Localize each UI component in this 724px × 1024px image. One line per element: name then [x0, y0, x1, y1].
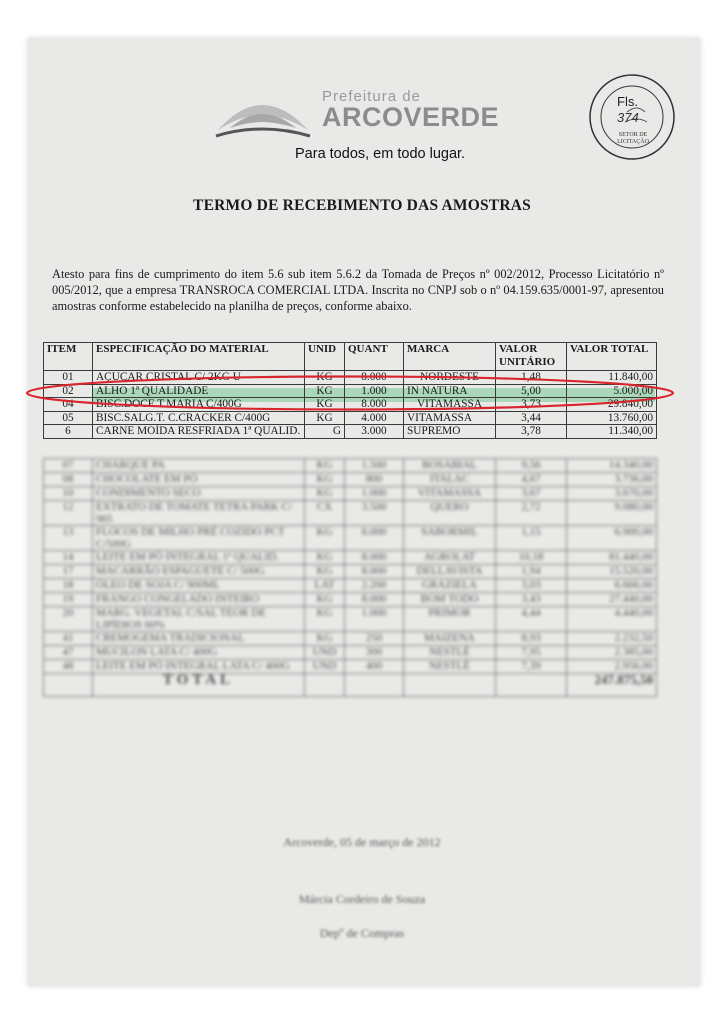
cell-marca: QUERO: [404, 501, 496, 526]
table-row: [44, 632, 657, 646]
cell-item: 12: [44, 501, 93, 526]
cell-item: 14: [44, 551, 93, 565]
cell-spec: BISC.DOCE T.MARIA C/400G: [93, 398, 305, 412]
cell-unit: 3,43: [496, 593, 567, 607]
header-quant: QUANT: [345, 343, 404, 371]
cell-total: 27.440,00: [567, 593, 657, 607]
table-row: [44, 526, 657, 551]
cell-marca: MAIZENA: [404, 632, 496, 646]
signatory-name: Márcia Cordeiro de Souza: [298, 892, 426, 906]
cell-item: 13: [44, 526, 93, 551]
cell-total: 2.232,50: [567, 632, 657, 646]
cell-marca: NORDESTE: [404, 371, 496, 385]
cell-marca: SUPREMO: [404, 425, 496, 439]
cell-marca: ITALAC: [404, 473, 496, 487]
cell-unid: KG: [305, 384, 345, 398]
cell-item: 19: [44, 593, 93, 607]
cell-quant: 800: [345, 473, 404, 487]
cell-total: 14.340,00: [567, 459, 657, 473]
cell-unit: 5,00: [496, 384, 567, 398]
cell-item: 10: [44, 487, 93, 501]
cell-unid: KG: [305, 398, 345, 412]
cell-total: 29.840,00: [567, 398, 657, 412]
cell-marca: PRIMOR: [404, 607, 496, 632]
cell-spec: CREMOGEMA TRADICIONAL: [93, 632, 305, 646]
cell-quant: 400: [345, 660, 404, 674]
header-valor-total: VALOR TOTAL: [567, 343, 657, 371]
cell-marca: IN NATURA: [404, 384, 496, 398]
cell-item: 48: [44, 660, 93, 674]
cell-spec: ÓLEO DE SOJA C/ 900ML: [93, 579, 305, 593]
cell-quant: 8.000: [345, 371, 404, 385]
cell-item: 41: [44, 632, 93, 646]
header-unid: UNID: [305, 343, 345, 371]
place-date: Arcoverde, 05 de março de 2012: [283, 835, 441, 849]
table-row: [44, 425, 657, 439]
cell-marca: VITAMASSA: [404, 398, 496, 412]
cell-spec: ALHO 1ª QUALIDADE: [93, 384, 305, 398]
cell-item: 05: [44, 411, 93, 425]
table-header-row: [44, 343, 657, 371]
cell-quant: 1.000: [345, 607, 404, 632]
cell-spec: MACARRÃO ESPAGUETE C/ 500G: [93, 565, 305, 579]
table-row: [44, 607, 657, 632]
table-row: [44, 646, 657, 660]
cell-total: 2.385,00: [567, 646, 657, 660]
cell-unid: KG: [305, 459, 345, 473]
cell-total: 5.000,00: [567, 384, 657, 398]
cell-marca: NESTLÉ: [404, 646, 496, 660]
cell-unid: KG: [305, 551, 345, 565]
cell-spec: MARG. VEGETAL C/SAL TEOR DE LIPÍDIOS 60%: [93, 607, 305, 632]
cell-spec: CONDIMENTO SECO: [93, 487, 305, 501]
table-row: [44, 593, 657, 607]
total-label: TOTAL: [93, 674, 305, 697]
cell-item: 04: [44, 398, 93, 412]
cell-spec: CARNE MOÍDA RESFRIADA 1ª QUALID.: [93, 425, 305, 439]
cell-unid: KG: [305, 487, 345, 501]
cell-marca: GRAZIELA: [404, 579, 496, 593]
cell-marca: NESTLÉ: [404, 660, 496, 674]
cell-spec: AÇUCAR CRISTAL C/ 2KG U: [93, 371, 305, 385]
cell-quant: 8.000: [345, 593, 404, 607]
cell-unid: KG: [305, 632, 345, 646]
cell-total: 3.736,00: [567, 473, 657, 487]
cell-unit: 3,78: [496, 425, 567, 439]
cell-unid: KG: [305, 473, 345, 487]
stamp-fls-label: Fls.: [617, 94, 638, 109]
page-number-stamp: [587, 72, 677, 162]
total-value: 247.875,50: [567, 674, 657, 697]
cell-total: 13.760,00: [567, 411, 657, 425]
header-spec: ESPECIFICAÇÃO DO MATERIAL: [93, 343, 305, 371]
table-total-row: [44, 674, 657, 697]
cell-unit: 3,44: [496, 411, 567, 425]
logo-tagline: Para todos, em todo lugar.: [295, 146, 466, 162]
table-row: [44, 473, 657, 487]
cell-unit: 8,93: [496, 632, 567, 646]
cell-unit: 3,73: [496, 398, 567, 412]
stamp-sector: SETOR DE LICITAÇÃO: [617, 132, 649, 145]
cell-unid: KG: [305, 526, 345, 551]
cell-unit: 7,95: [496, 646, 567, 660]
cell-unit: 7,39: [496, 660, 567, 674]
cell-total: 11.340,00: [567, 425, 657, 439]
cell-item: 01: [44, 371, 93, 385]
cell-quant: 250: [345, 632, 404, 646]
cell-spec: EXTRATO DE TOMATE TETRA PARK C/ 965: [93, 501, 305, 526]
cell-unid: KG: [305, 411, 345, 425]
cell-unid: UND: [305, 660, 345, 674]
cell-unit: 1,15: [496, 526, 567, 551]
cell-unid: KG: [305, 565, 345, 579]
table-row: [44, 579, 657, 593]
cell-spec: CHARQUE PA: [93, 459, 305, 473]
cell-unit: 2,72: [496, 501, 567, 526]
cell-item: 20: [44, 607, 93, 632]
table-row: [44, 459, 657, 473]
signatory-department: Depº de Compras: [319, 926, 405, 940]
cell-item: 17: [44, 565, 93, 579]
cell-unit: 3,03: [496, 579, 567, 593]
annotation-ellipse: [24, 374, 676, 412]
cell-unid: CX: [305, 501, 345, 526]
cell-quant: 8.000: [345, 565, 404, 579]
cell-marca: AGROLAT: [404, 551, 496, 565]
cell-marca: VITAMASSA: [404, 411, 496, 425]
cell-unit: 4,67: [496, 473, 567, 487]
cell-spec: FRANGO CONGELADO INTEIRO: [93, 593, 305, 607]
blurred-table-section: [43, 458, 656, 697]
table-row: [44, 501, 657, 526]
cell-total: 6.666,00: [567, 579, 657, 593]
cell-unid: LAT: [305, 579, 345, 593]
cell-quant: 6.000: [345, 526, 404, 551]
cell-unit: 1,94: [496, 565, 567, 579]
cell-unit: 1,48: [496, 371, 567, 385]
table-row: [44, 487, 657, 501]
cell-quant: 8.000: [345, 551, 404, 565]
cell-total: 15.520,00: [567, 565, 657, 579]
cell-spec: FLOCOS DE MILHO PRÉ COZIDO PCT C/500G: [93, 526, 305, 551]
table-row: [44, 551, 657, 565]
cell-total: 11.840,00: [567, 371, 657, 385]
cell-marca: BOM TODO: [404, 593, 496, 607]
cell-total: 4.440,00: [567, 607, 657, 632]
cell-total: 2.956,00: [567, 660, 657, 674]
cell-item: 6: [44, 425, 93, 439]
cell-marca: DELLAVISTA: [404, 565, 496, 579]
cell-item: 08: [44, 473, 93, 487]
cell-item: 47: [44, 646, 93, 660]
cell-spec: LEITE EM PÓ INTEGRAL LATA C/ 400G: [93, 660, 305, 674]
cell-quant: 300: [345, 646, 404, 660]
logo-city-name: ARCOVERDE: [322, 102, 500, 132]
cell-unit: 9,56: [496, 459, 567, 473]
cell-unit: 3,67: [496, 487, 567, 501]
table-row: [44, 411, 657, 425]
cell-marca: SABORMIL: [404, 526, 496, 551]
blurred-table: [43, 458, 657, 697]
header-marca: MARCA: [404, 343, 496, 371]
cell-marca: BOSABIAL: [404, 459, 496, 473]
cell-unit: 4,44: [496, 607, 567, 632]
cell-quant: 4.000: [345, 411, 404, 425]
cell-unid: KG: [305, 371, 345, 385]
header-item: ITEM: [44, 343, 93, 371]
cell-spec: LEITE EM PÓ INTEGRAL 1ª QUALID.: [93, 551, 305, 565]
cell-quant: 1.000: [345, 384, 404, 398]
cell-total: 6.900,00: [567, 526, 657, 551]
cell-quant: 1.500: [345, 459, 404, 473]
cell-unid: KG: [305, 607, 345, 632]
header-valor-unitario: VALOR UNITÁRIO: [496, 343, 567, 371]
table-row: [44, 565, 657, 579]
cell-unid: KG: [305, 593, 345, 607]
attestation-paragraph: Atesto para fins de cumprimento do item 5.6 sub item 5.6.2 da Tomada de Preços nº 002/2012, Processo Licitatório nº 005/2012, que a empresa TRANSROCA COMERCIAL LTDA. Inscrita no CNPJ sob o nº 04.159.635/0001-97, apresentou amostras conforme estabelecido na planilha de preços, conforme abaixo.: [52, 267, 664, 313]
table-row: [44, 660, 657, 674]
logo-prefeitura-text: Prefeitura de: [322, 88, 421, 105]
document-title: TERMO DE RECEBIMENTO DAS AMOSTRAS: [193, 197, 531, 214]
cell-spec: MUCILON LATA C/ 400G: [93, 646, 305, 660]
cell-marca: VITAMASSA: [404, 487, 496, 501]
cell-item: 07: [44, 459, 93, 473]
cell-total: 3.670,00: [567, 487, 657, 501]
cell-quant: 3.000: [345, 425, 404, 439]
cell-total: 81.440,00: [567, 551, 657, 565]
cell-quant: 8.000: [345, 398, 404, 412]
cell-item: 02: [44, 384, 93, 398]
cell-spec: CHOCOLATE EM PÓ: [93, 473, 305, 487]
cell-unid: G: [305, 425, 345, 439]
stamp-page-number: 374: [617, 110, 639, 125]
cell-quant: 3.500: [345, 501, 404, 526]
cell-unit: 10,18: [496, 551, 567, 565]
cell-spec: BISC.SALG.T. C.CRACKER C/400G: [93, 411, 305, 425]
cell-quant: 2.200: [345, 579, 404, 593]
arcoverde-emblem-icon: [212, 78, 312, 138]
cell-total: 9.080,00: [567, 501, 657, 526]
cell-unid: UND: [305, 646, 345, 660]
prefeitura-logo: [212, 78, 502, 168]
cell-quant: 1.000: [345, 487, 404, 501]
cell-item: 18: [44, 579, 93, 593]
